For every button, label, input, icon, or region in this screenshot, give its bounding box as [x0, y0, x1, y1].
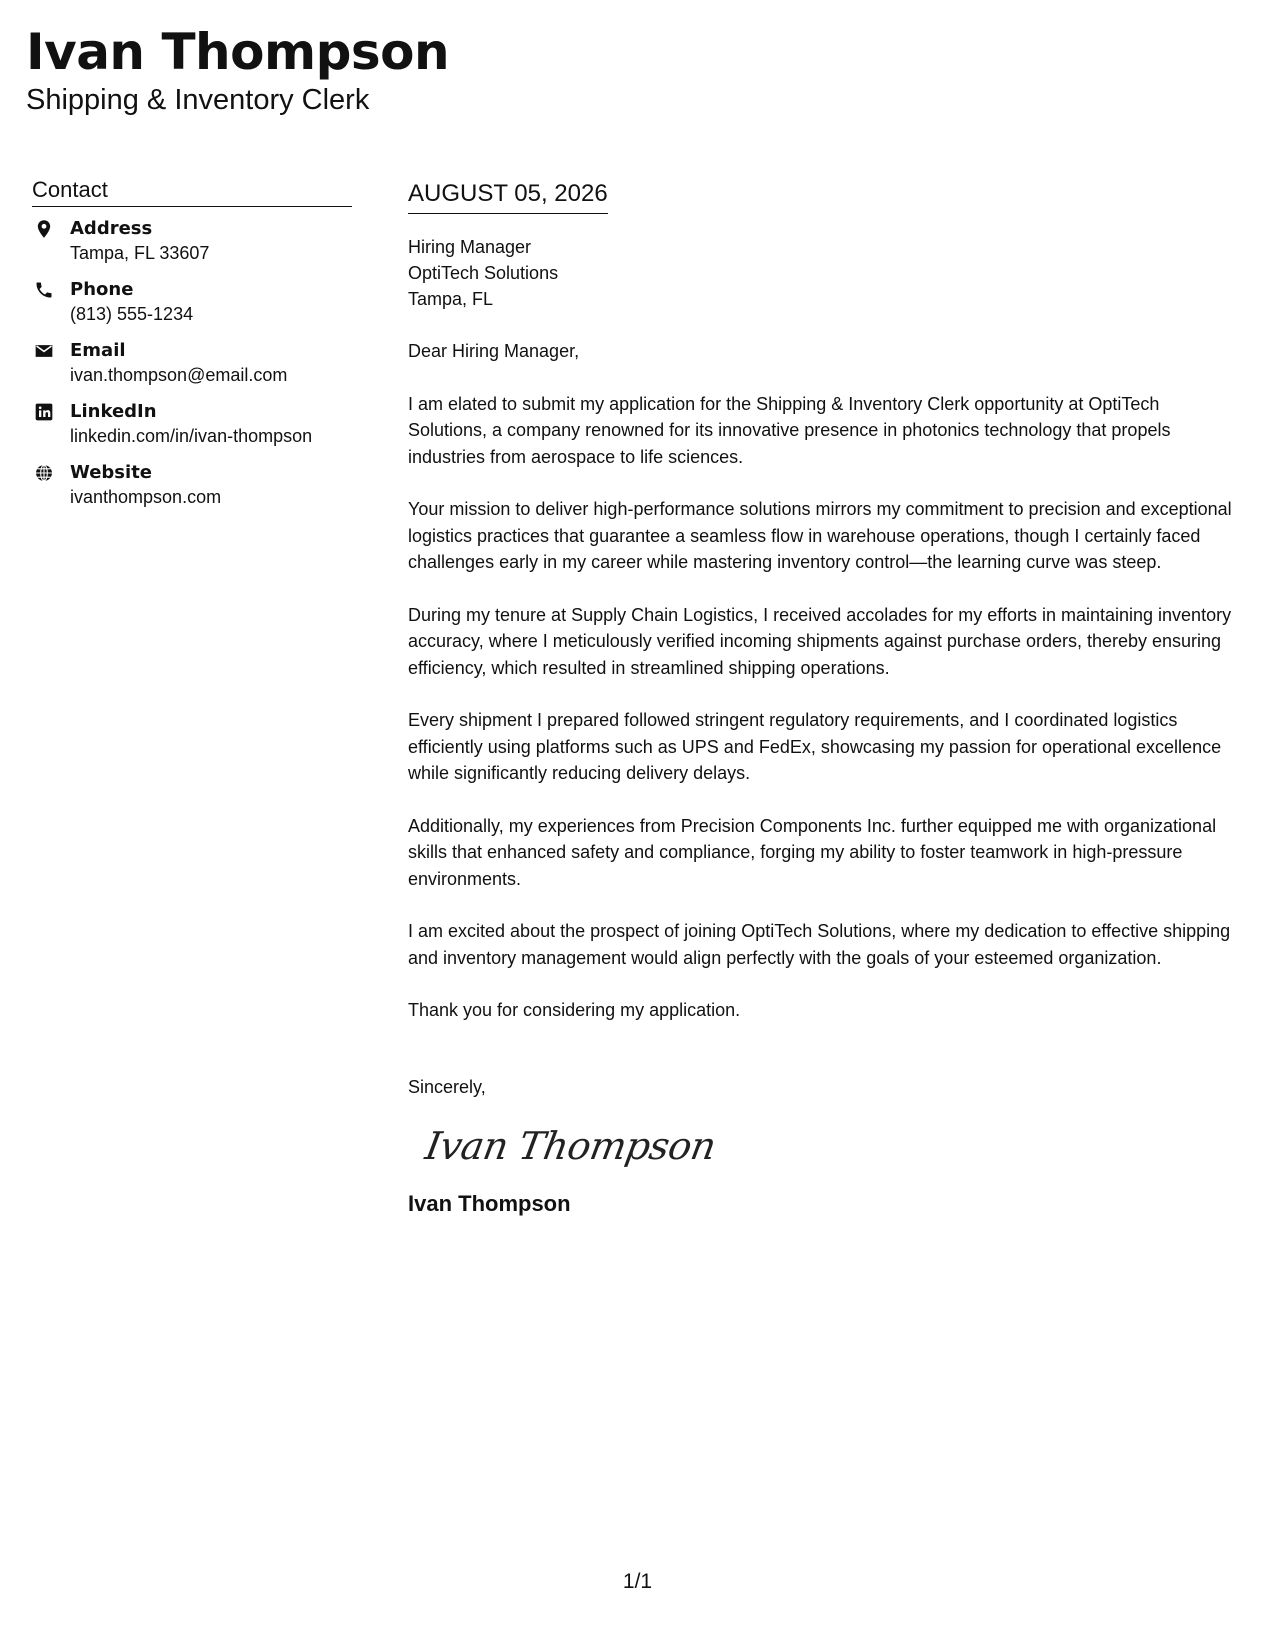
contact-label-phone: Phone — [70, 279, 134, 300]
contact-item-address — [32, 217, 352, 265]
contact-item-phone — [32, 278, 352, 326]
page-number: 1/1 — [622, 1570, 653, 1593]
contact-item-email — [32, 339, 352, 387]
contact-heading: Contact — [32, 176, 352, 207]
handwritten-signature: Ivan Thompson — [422, 1123, 719, 1168]
signer-name: Ivan Thompson — [408, 1190, 571, 1216]
contact-label-linkedin: LinkedIn — [70, 401, 157, 422]
recipient-line: OptiTech Solutions — [408, 263, 559, 283]
recipient-line: Hiring Manager — [408, 237, 532, 257]
letter-paragraph: I am excited about the prospect of joining OptiTech Solutions, where my dedication to effective shipping and inventory management would align perfectly with the goals of your esteemed organization. — [408, 921, 1231, 968]
cover-letter-body — [408, 178, 1238, 1218]
phone-icon — [34, 280, 56, 302]
applicant-job-title: Shipping & Inventory Clerk — [26, 84, 370, 116]
contact-value-email[interactable]: ivan.thompson@email.com — [70, 365, 288, 385]
contact-label-address: Address — [70, 218, 153, 239]
contact-value-linkedin[interactable]: linkedin.com/in/ivan-thompson — [70, 426, 313, 446]
letter-paragraph: Thank you for considering my application. — [408, 1000, 741, 1020]
contact-item-linkedin — [32, 400, 352, 448]
contact-sidebar — [32, 176, 352, 522]
contact-label-website: Website — [70, 462, 153, 483]
letter-paragraph: Additionally, my experiences from Precision Components Inc. further equipped me with organizational skills that enhanced safety and compliance, forging my ability to foster teamwork in high-pressure environments. — [408, 815, 1217, 889]
letter-paragraph: Your mission to deliver high-performance solutions mirrors my commitment to precision and exceptional logistics practices that guarantee a seamless flow in warehouse operations, though I certainly faced challenges early in my career while mastering inventory control—the learning curve was steep. — [408, 499, 1232, 572]
contact-value-address: Tampa, FL 33607 — [70, 243, 210, 263]
letter-paragraph: During my tenure at Supply Chain Logistics, I received accolades for my efforts in maintaining inventory accuracy, where I meticulously verified incoming shipments against purchase orders, thereby ensuring efficiency, which resulted in streamlined shipping operations. — [408, 604, 1232, 678]
letter-paragraph: Every shipment I prepared followed stringent regulatory requirements, and I coordinated logistics efficiently using platforms such as UPS and FedEx, showcasing my passion for operational excellence while significantly reducing delivery delays. — [408, 710, 1222, 783]
linkedin-icon — [34, 402, 56, 424]
letter-date: AUGUST 05, 2026 — [408, 178, 608, 214]
closing: Sincerely, — [408, 1076, 486, 1097]
contact-value-phone: (813) 555-1234 — [70, 304, 194, 324]
applicant-name: Ivan Thompson — [26, 23, 450, 81]
contact-value-website[interactable]: ivanthompson.com — [70, 487, 222, 507]
recipient-block — [408, 234, 1238, 312]
envelope-icon — [34, 341, 56, 363]
map-pin-icon — [34, 219, 56, 241]
salutation: Dear Hiring Manager, — [408, 341, 580, 361]
recipient-line: Tampa, FL — [408, 289, 494, 309]
letter-paragraph: I am elated to submit my application for the Shipping & Inventory Clerk opportunity at OptiTech Solutions, a company renowned for its innovative presence in photonics technology that propels industries from aerospace to life sciences. — [408, 393, 1171, 467]
globe-icon — [34, 463, 56, 485]
contact-label-email: Email — [70, 340, 126, 361]
contact-item-website — [32, 461, 352, 509]
